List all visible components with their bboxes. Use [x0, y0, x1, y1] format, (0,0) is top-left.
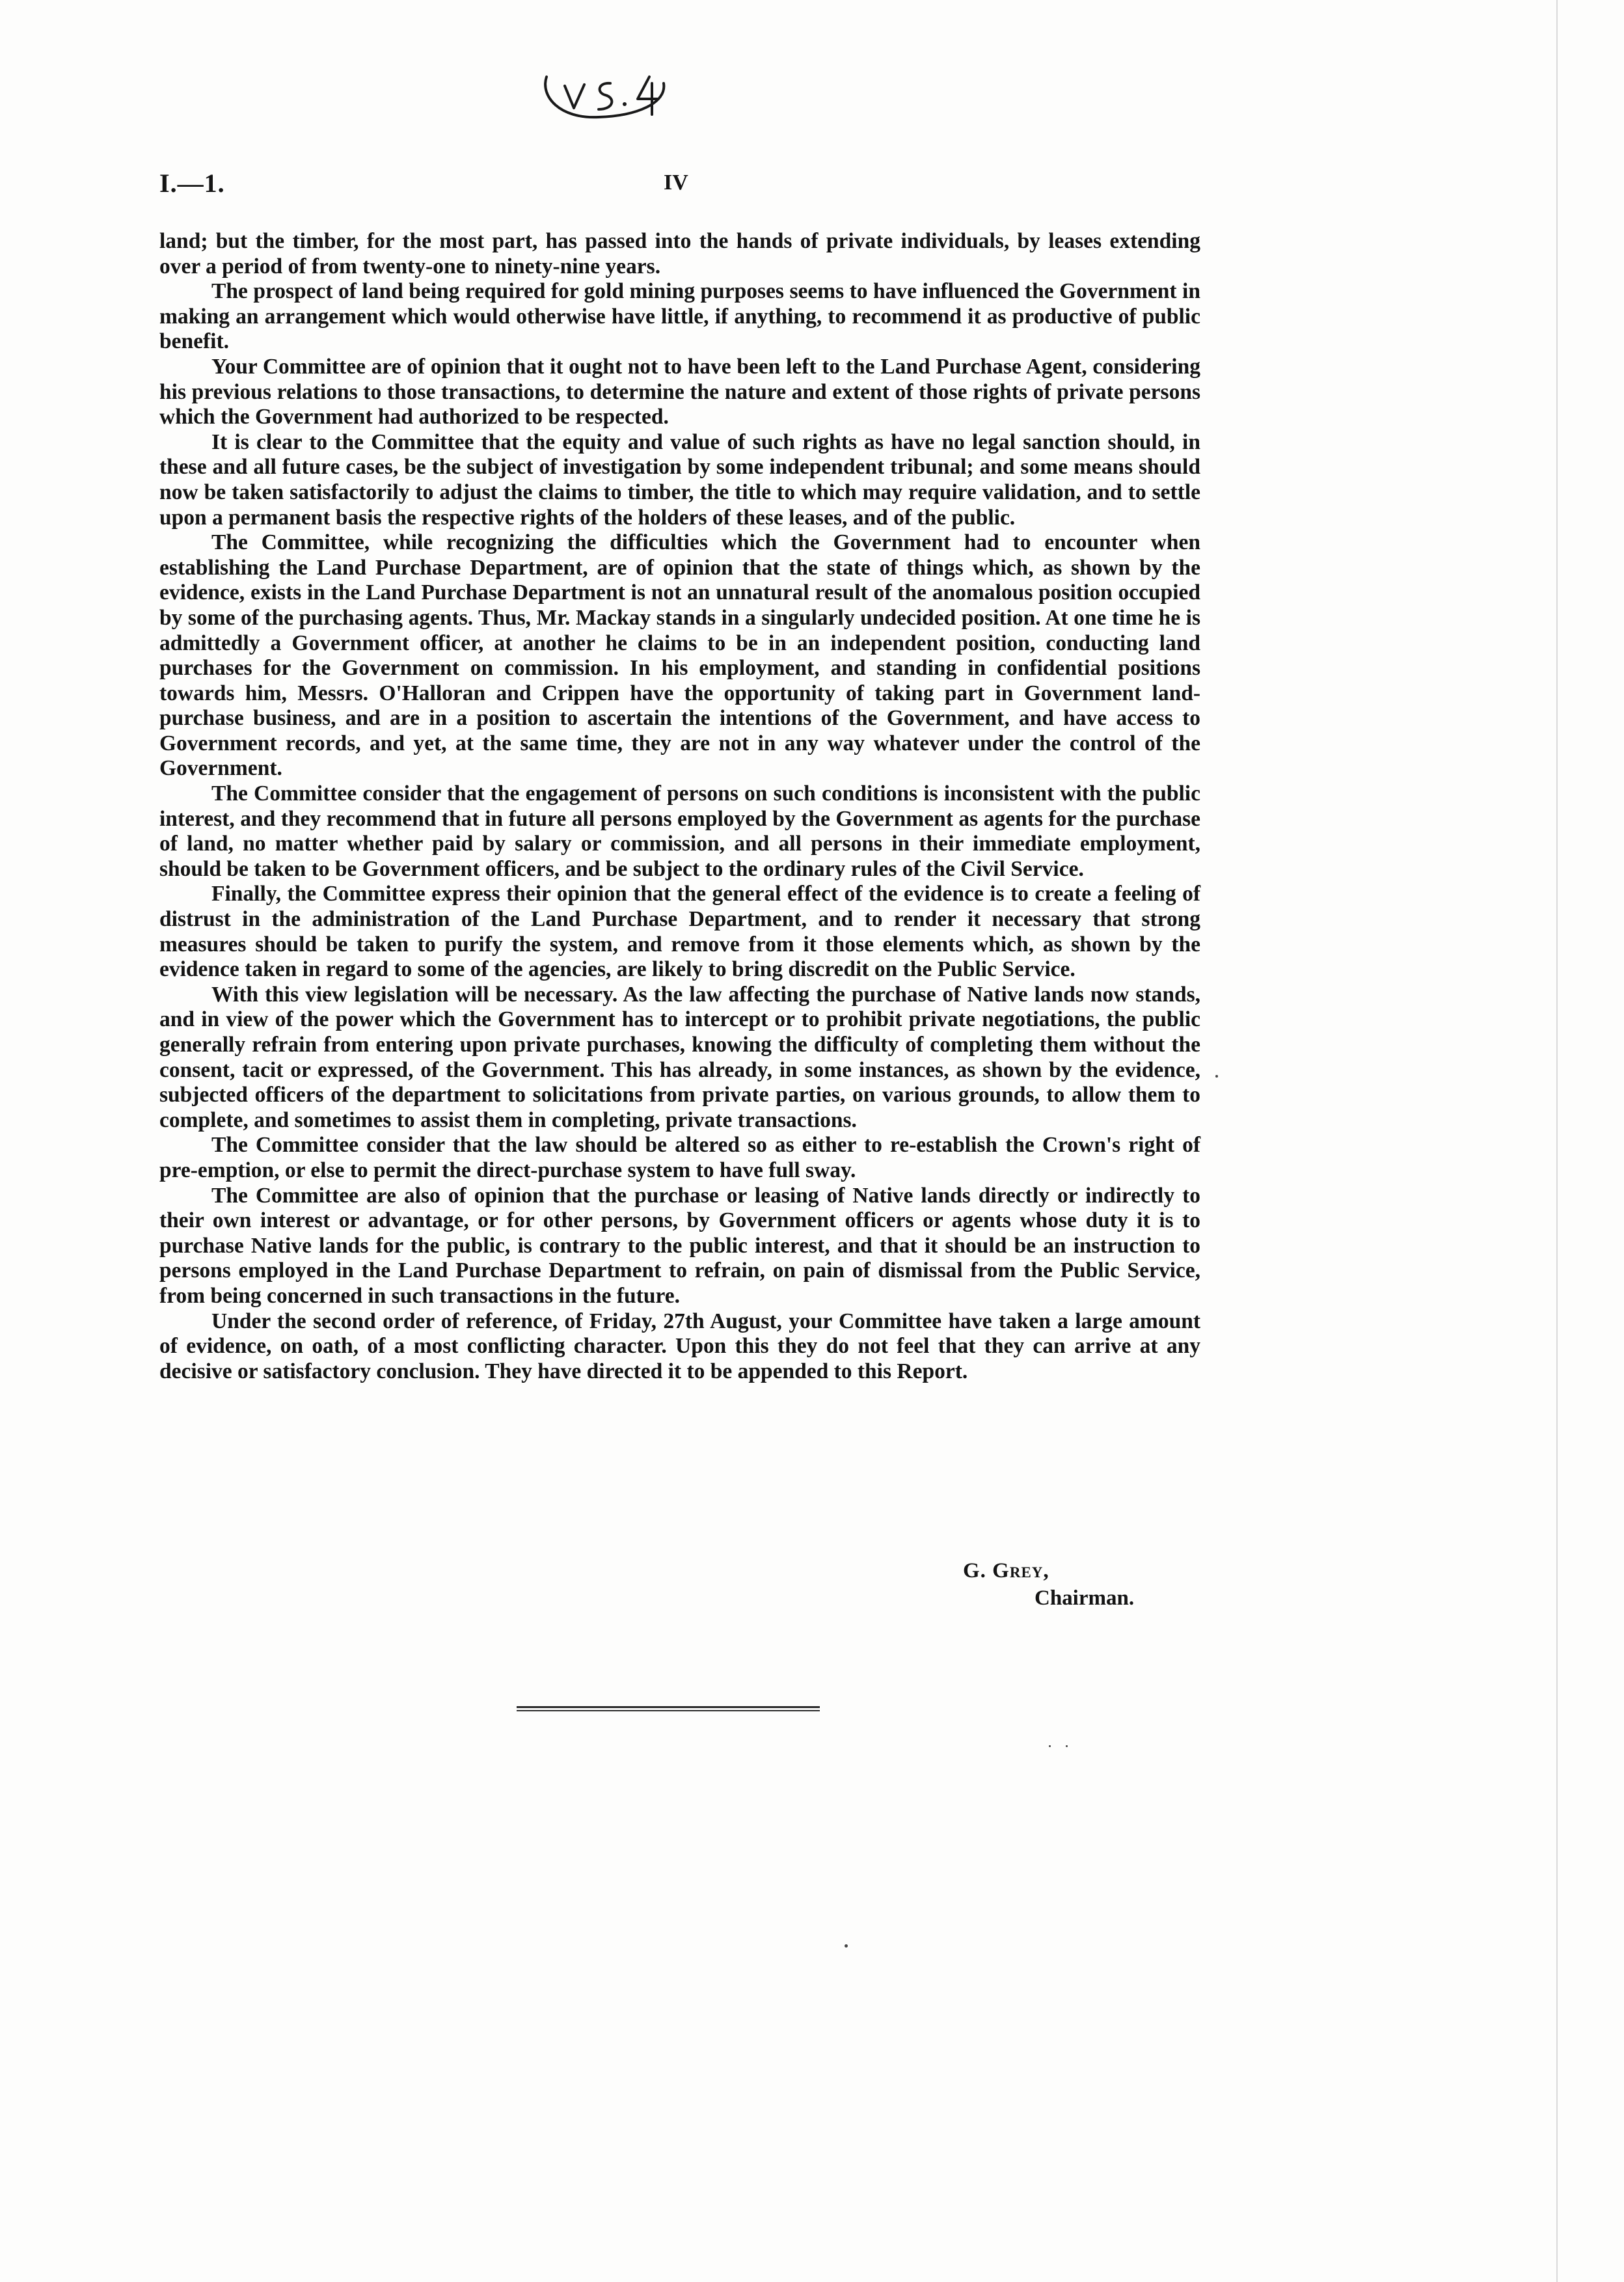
scan-speck — [1066, 1745, 1068, 1747]
signatory-title: Chairman. — [1035, 1586, 1135, 1610]
document-reference: I.—1. — [159, 169, 225, 198]
scan-speck — [845, 1944, 848, 1948]
page-header — [159, 168, 1200, 207]
rule-line — [517, 1706, 820, 1708]
signatory-name: G. Grey, — [963, 1559, 1049, 1582]
paragraph: It is clear to the Committee that the equity and value of such rights as have no legal sanction should, in these and all future cases, be the subject of investigation by some independent tribunal; and some means should now be taken satisfactorily to adjust the claims to timber, the title to which may require validation, and to settle upon a permanent basis the respective rights of the holders of these leases, and of the public. — [159, 429, 1200, 530]
paragraph: land; but the timber, for the most part, has passed into the hands of private individuals, by leases extending over a period of from twenty-one to ninety-nine years. — [159, 229, 1200, 278]
scan-edge-line — [1556, 0, 1558, 2282]
paragraph: Under the second order of reference, of Friday, 27th August, your Committee have taken a large amount of evidence, on oath, of a most conflicting character. Upon this they do not feel that they can arrive at any decisive or satisfactory conclusion. They have directed it to be appended to this Report. — [159, 1309, 1200, 1383]
paragraph: The Committee consider that the engagement of persons on such conditions is inconsistent with the public interest, and they recommend that in future all persons employed by the Government as agents for the purchase of land, no matter whether paid by salary or commission, and all persons in their immediate employment, should be taken to be Government officers, and be subject to the ordinary rules of the Civil Service. — [159, 781, 1200, 881]
handwritten-annotation-mark — [534, 57, 677, 129]
scan-speck — [1049, 1745, 1051, 1747]
rule-line — [517, 1710, 820, 1711]
paragraph: The Committee, while recognizing the difficulties which the Government had to encounter when establishing the Land Purchase Department, are of opinion that the state of things which, as shown by the evidence, exists in the Land Purchase Department is not an unnatural result of the anomalous position occupied by some of the purchasing agents. Thus, Mr. Mackay stands in a singularly undecided position. At one time he is admittedly a Government officer, at another he claims to be in an independent position, conducting land purchases for the Government on commission. In his employment, and standing in confidential positions towards him, Messrs. O'Halloran and Crippen have the opportunity of taking part in Government land-purchase business, and are in a position to ascertain the intentions of the Government, and have access to Government records, and yet, at the same time, they are not in any way whatever under the control of the Government. — [159, 530, 1200, 781]
paragraph: Finally, the Committee express their opinion that the general effect of the evidence is to create a feeling of distrust in the administration of the Land Purchase Department, and to render it necessary that strong measures should be taken to purify the system, and remove from it those elements which, as shown by the evidence taken in regard to some of the agencies, are likely to bring discredit on the Public Service. — [159, 882, 1200, 982]
paragraph: The Committee are also of opinion that the purchase or leasing of Native lands directly or indirectly to their own interest or advantage, or for other persons, by Government officers or agents whose duty it is to purchase Native lands for the public, is contrary to the public interest, and that it should be an instruction to persons employed in the Land Purchase Department to refrain, on pain of dismissal from the Public Service, from being concerned in such transactions in the future. — [159, 1183, 1200, 1308]
scan-speck — [1215, 1075, 1218, 1078]
paragraph: The prospect of land being required for gold mining purposes seems to have influenced the Government in making an arrangement which would otherwise have little, if anything, to recommend it as productive of public benefit. — [159, 279, 1200, 354]
report-body — [159, 229, 1200, 1384]
paragraph: With this view legislation will be necessary. As the law affecting the purchase of Native lands now stands, and in view of the power which the Government has to intercept or to prohibit private negotiations, the public generally refrain from entering upon private purchases, knowing the difficulty of completing them without the consent, tacit or expressed, of the Government. This has already, in some instances, as shown by the evidence, subjected officers of the department to solicitations from private parties, on various grounds, to allow them to complete, and sometimes to assist them in completing, private transactions. — [159, 982, 1200, 1132]
paragraph: Your Committee are of opinion that it ought not to have been left to the Land Purchase Agent, considering his previous relations to those transactions, to determine the nature and extent of those rights of private persons which the Government had authorized to be respected. — [159, 354, 1200, 429]
closing-double-rule — [517, 1706, 820, 1713]
page-number: IV — [664, 170, 688, 195]
signature-block — [963, 1557, 1223, 1612]
paragraph: The Committee consider that the law should be altered so as either to re-establish the Crown's right of pre-emption, or else to permit the direct-purchase system to have full sway. — [159, 1133, 1200, 1182]
